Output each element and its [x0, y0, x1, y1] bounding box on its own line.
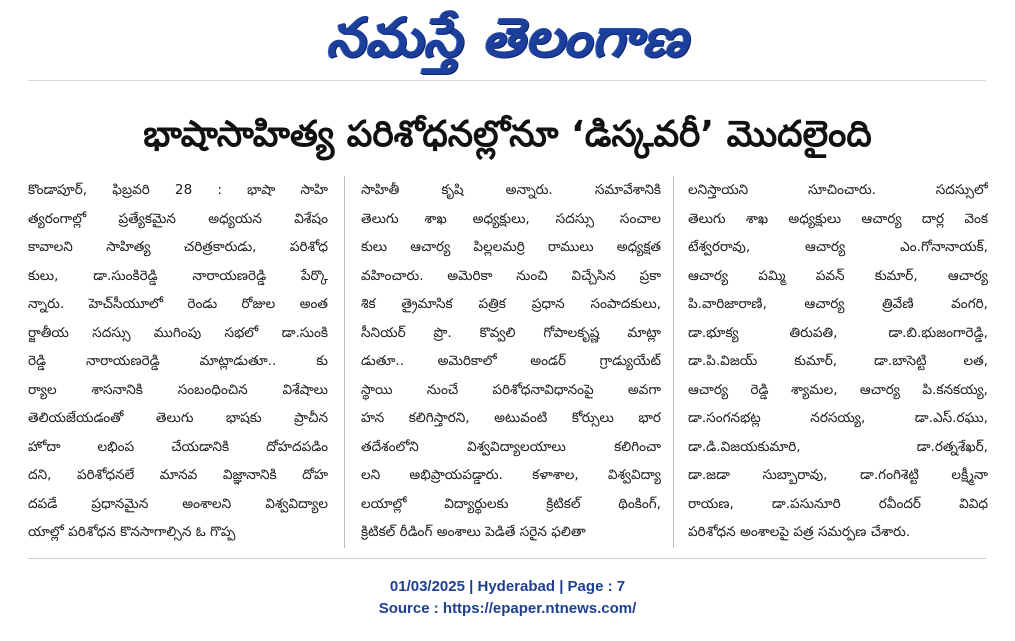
article-text-line: ర్యాల శాసనానికి సంబంధించిన విశేషాలు [28, 381, 328, 398]
article-text-line: దని, పరిశోధనలే మానవ విజ్ఞానానికి దోహ [28, 467, 328, 483]
article-text-line: యాల్లో పరిశోధన కొనసాగాల్సిన ఓ గొప్ప [28, 524, 236, 540]
article-text-line: డా.డి.విజయకుమారి, డా.రత్నశేఖర్, [688, 438, 988, 455]
article-column-1 [28, 176, 328, 552]
newspaper-logo: నమస్తే తెలంగాణ [326, 6, 689, 69]
edition-info: 01/03/2025 | Hyderabad | Page : 7 [389, 578, 626, 595]
article-text-line: సాహితీ కృషి అన్నారు. సమావేశానికి [361, 182, 661, 198]
article-text-line: క్రిటికల్ రీడింగ్ అంశాలు పెడితే సరైన ఫలితా [361, 524, 586, 540]
article-text-line: ర్జాతీయ సదస్సు ముగింపు సభలో డా.సుంకి [28, 324, 328, 341]
article-text-line: హన కలిగిస్తారని, అటువంటి కోర్సులు భార [361, 410, 661, 426]
article-text-line: డా.భూక్య తిరుపతి, డా.బి.భుజంగారెడ్డి, [688, 324, 988, 341]
article-text-line: రాయణ, డా.పసునూరి రవీందర్ వివిధ [688, 495, 988, 512]
article-text-line: ఆచార్య పమ్మి పవన్ కుమార్, ఆచార్య [688, 267, 988, 284]
article-text-line: ఆచార్య రెడ్డి శ్యామల, ఆచార్య పి.కనకయ్య, [688, 381, 988, 398]
article-text-line: కులు, డా.సుంకిరెడ్డి నారాయణరెడ్డి పేర్కొ [28, 267, 328, 284]
article-text-line: లని అభిప్రాయపడ్డారు. కళాశాల, విశ్వవిద్యా [361, 467, 661, 483]
article-text-line: డా.పి.విజయ్ కుమార్, డా.బాసెట్టి లత, [688, 353, 988, 369]
footer [0, 577, 1015, 619]
article-text-line: తెలుగు శాఖ అధ్యక్షులు, సదస్సు సంచాల [361, 210, 661, 227]
article-text-line: త్యరంగాల్లో ప్రత్యేకమైన అధ్యయన విశేషం [28, 210, 328, 227]
article-text-line: తెలియజేయడంతో తెలుగు భాషకు ప్రాచీన [28, 410, 328, 426]
article-text-line: పి.వారిజారాణి, ఆచార్య త్రివేణి వంగరి, [688, 296, 988, 312]
article-text-line: సీనియర్ ప్రొ. కొవ్వలి గోపాలకృష్ణ మాట్లా [361, 324, 661, 341]
article-text-line: కులు ఆచార్య పిల్లలమర్రి రాములు అధ్యక్షత [361, 239, 661, 255]
article-text-line: లనిస్తాయని సూచించారు. సదస్సులో [688, 182, 988, 198]
article-text-line: డుతూ.. అమెరికాలో అండర్ గ్రాడ్యుయేట్ [361, 353, 661, 369]
footer-divider [28, 558, 986, 559]
article-text-line: రెడ్డి నారాయణరెడ్డి మాట్లాడుతూ.. కు [28, 353, 328, 369]
masthead-divider [28, 80, 986, 81]
article-text-line: డా.సంగనభట్ల నరసయ్య, డా.ఎస్.రఘు, [688, 410, 988, 426]
article-text-line: డా.జడా సుబ్బారావు, డా.గంగిశెట్టి లక్ష్మీనా [688, 467, 988, 483]
article-text-line: న్నారు. హెచ్‌సీయూలో రెండు రోజుల అంత [28, 296, 328, 312]
article-text-line: టేశ్వరరావు, ఆచార్య ఎం.గోనానాయక్, [688, 239, 988, 255]
article-body [28, 176, 986, 552]
article-text-line: దపడే ప్రధానమైన అంశాలని విశ్వవిద్యాల [28, 495, 328, 512]
article-text-line: తెలుగు శాఖ అధ్యక్షులు ఆచార్య దార్ల వెంక [688, 210, 988, 227]
article-headline: భాషాసాహిత్య పరిశోధనల్లోనూ ‘డిస్కవరీ’ మొదలైంది [143, 114, 872, 155]
article-text-line: హోదా లభింప చేయడానికి దోహదపడిం [28, 438, 328, 455]
article-text-line: కొండాపూర్, ఫిబ్రవరి 28 : భాషా సాహి [28, 182, 328, 198]
article-text-line: తదేశంలోని విశ్వవిద్యాలయాలు కలిగించా [361, 438, 661, 455]
source-link[interactable]: Source : https://epaper.ntnews.com/ [378, 600, 637, 617]
article-column-3 [688, 176, 988, 552]
article-text-line: వహించారు. అమెరికా నుంచి విచ్చేసిన ప్రకా [361, 267, 661, 284]
article-text-line: శిక త్రైమాసిక పత్రిక ప్రధాన సంపాదకులు, [361, 296, 661, 312]
article-text-line: కావాలని సాహిత్య చరిత్రకారుడు, పరిశోధ [28, 239, 328, 255]
article-text-line: లయాల్లో విద్యార్థులకు క్రిటికల్ థింకింగ్, [361, 495, 661, 512]
article-text-line: స్థాయి నుంచే పరిశోధనావిధానంపై అవగా [361, 381, 661, 398]
masthead [0, 0, 1015, 80]
article-column-2 [361, 176, 661, 552]
column-divider [673, 176, 674, 548]
column-divider [344, 176, 345, 548]
article-text-line: పరిశోధన అంశాలపై పత్ర సమర్పణ చేశారు. [688, 524, 911, 540]
